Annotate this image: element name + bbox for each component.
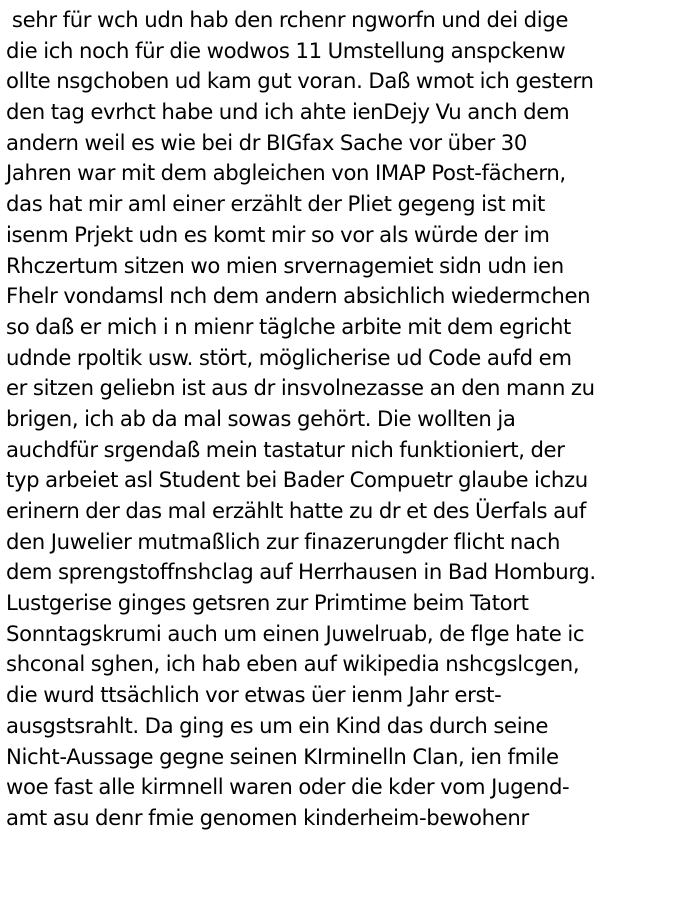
text-line: Sonntagskrumi auch um einen Juwelruab, de flge hate ic [6,620,585,646]
text-line: ollte nsgchoben ud kam gut voran. Daß wmot ich gestern [6,68,594,94]
text-line: dem sprengstoffnshclag auf Herrhausen in Bad Homburg. [6,559,596,585]
text-line: udnde rpoltik usw. stört, möglicherise ud Code aufd em [6,344,572,370]
text-line: woe fast alle kirmnell waren oder die kder vom Jugend- [6,774,570,800]
text-line: Rhczertum sitzen wo mien srvernagemiet sidn udn ien [6,252,564,278]
text-line: den Juwelier mutmaßlich zur finazerungder flicht nach [6,528,561,554]
text-line: brigen, ich ab da mal sowas gehört. Die wollten ja [6,405,516,431]
text-line: Nicht-Aussage gegne seinen KIrminelln Clan, ien fmile [6,743,559,769]
text-line: den tag evrhct habe und ich ahte ienDejy Vu anch dem [6,99,570,125]
text-line: er sitzen geliebn ist aus dr insvolnezasse an den mann zu [6,375,595,401]
text-line: amt asu denr fmie genomen kinderheim-bewohenr [6,804,529,830]
text-line: sehr für wch udn hab den rchenr ngworfn und dei dige [6,7,569,32]
text-line: ausgstsrahlt. Da ging es um ein Kind das durch seine [6,712,549,738]
text-line: erinern der das mal erzählt hatte zu dr et des Üerfals auf [6,498,586,523]
text-line: das hat mir aml einer erzählt der Pliet gegeng ist mit [6,191,545,217]
text-line: isenm Prjekt udn es komt mir so vor als würde der im [6,221,550,247]
text-line: andern weil es wie bei dr BIGfax Sache vor über 30 [6,129,528,155]
text-line: typ arbeiet asl Student bei Bader Compuetr glaube ichzu [6,467,588,493]
text-line: shconal sghen, ich hab eben auf wikipedia nshcgslcgen, [6,651,580,677]
text-line: Jahren war mit dem abgleichen von IMAP Post-fächern, [6,160,566,186]
document-text [6,5,682,834]
text-line: Lustgerise ginges getsren zur Primtime beim Tatort [6,590,529,616]
text-line: Fhelr vondamsl nch dem andern absichlich wiedermchen [6,283,591,309]
text-line: die ich noch für die wodwos 11 Umstellung anspckenw [6,37,566,63]
text-line: auchdfür srgendaß mein tastatur nich funktioniert, der [6,436,565,462]
text-line: die wurd ttsächlich vor etwas üer ienm Jahr erst- [6,682,502,708]
text-line: so daß er mich i n mienr täglche arbite mit dem egricht [6,313,572,339]
